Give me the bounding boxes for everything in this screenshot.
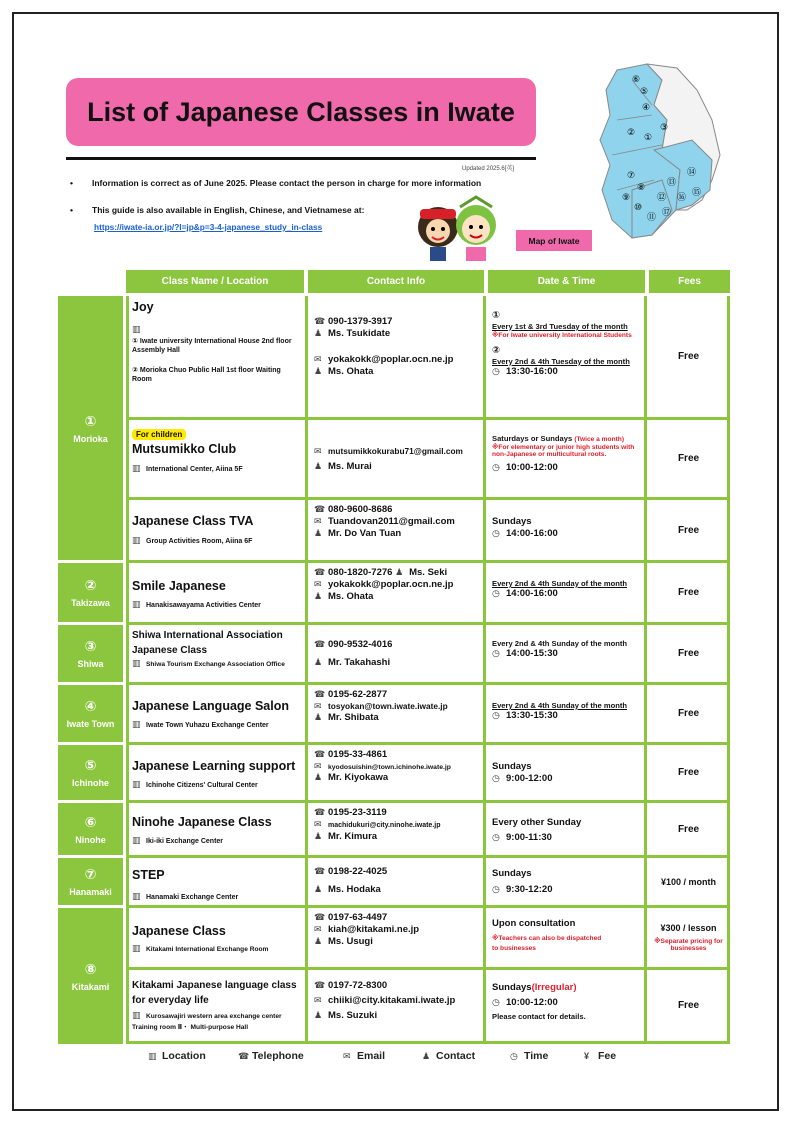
info-line-1: • Information is correct as of June 2025. Please contact the person in charge for more information — [70, 178, 482, 188]
table-row — [126, 745, 730, 803]
email: mutsumikkokurabu71@gmail.com — [328, 446, 463, 456]
class-name: Shiwa International Association Japanese Class — [132, 630, 283, 656]
location-1: ① Iwate university International House 2nd floor Assembly Hall — [132, 337, 292, 355]
map-region-label: ⑩ — [634, 203, 643, 213]
fee-cell — [647, 908, 730, 967]
table-row — [126, 625, 730, 685]
telephone-icon: ☎ — [314, 639, 326, 649]
contact-person: Ms. Suzuki — [328, 1009, 378, 1021]
location: Shiwa Tourism Exchange Association Office — [146, 661, 285, 668]
class-name: Japanese Language Salon — [132, 699, 289, 713]
map-region-label: ③ — [660, 123, 669, 133]
email-icon: ✉ — [314, 446, 322, 456]
building-icon: ▥ — [132, 323, 141, 334]
region-shiwa: ③ Shiwa — [58, 625, 123, 682]
table-row — [126, 970, 730, 1044]
legend-location: ▥ Location — [148, 1050, 206, 1062]
map-region-label: ⑥ — [632, 75, 641, 85]
clock-icon: ◷ — [492, 648, 500, 658]
email: yokakokk@poplar.ocn.ne.jp — [328, 578, 454, 590]
map-region-label: ② — [627, 128, 636, 138]
contact-person: Mr. Kiyokawa — [328, 772, 389, 784]
guide-link[interactable]: https://iwate-ia.or.jp/?l=jp&p=3-4-japanese_study_in-class — [94, 222, 323, 232]
clock-icon: ◷ — [492, 772, 500, 783]
location: Iwate Town Yuhazu Exchange Center — [146, 721, 269, 729]
telephone-icon: ☎ — [314, 749, 326, 759]
table-row — [126, 500, 730, 563]
telephone-icon: ☎ — [314, 689, 326, 699]
yen-icon: ¥ — [584, 1051, 590, 1061]
info-text-2: This guide is also available in English, Chinese, and Vietnamese at: — [92, 205, 365, 215]
map-region-label: ⑧ — [637, 183, 646, 193]
tel: 090-1379-3917 — [328, 316, 393, 327]
header-class: Class Name / Location — [126, 270, 304, 293]
contact-person: Mr. Shibata — [328, 712, 379, 724]
map-region-label: ④ — [642, 103, 651, 113]
tel: 0197-72-8300 — [328, 980, 388, 991]
time: 9:00-12:00 — [506, 772, 553, 784]
map-region-label: ⑫ — [657, 193, 667, 203]
fee: ¥100 / month — [660, 876, 716, 887]
class-name: Kitakami Japanese language class for everyday life — [132, 980, 297, 1006]
legend-time: ◷ Time — [510, 1050, 549, 1062]
email: kyodosuishin@town.ichinohe.iwate.jp — [328, 763, 451, 771]
region-ninohe: ⑥ Ninohe — [58, 803, 123, 855]
map-region-label: ⑬ — [667, 178, 677, 188]
date: Upon consultation — [492, 918, 576, 929]
building-icon: ▥ — [132, 658, 141, 668]
date: Saturdays or Sundays — [492, 434, 573, 443]
fee: Free — [677, 524, 700, 536]
telephone-icon: ☎ — [314, 980, 326, 990]
class-name: Japanese Learning support — [132, 759, 296, 773]
map-region-label: ⑰ — [662, 208, 672, 218]
location: Hanamaki Exchange Center — [146, 893, 239, 901]
tel: 0195-23-3119 — [328, 807, 387, 818]
table-row — [126, 296, 730, 420]
building-icon: ▥ — [132, 534, 141, 545]
contact-person: Ms. Murai — [328, 461, 372, 473]
telephone-icon: ☎ — [314, 807, 326, 817]
email-icon: ✉ — [314, 578, 322, 589]
map-region-label: ⑤ — [640, 87, 649, 97]
updated-label: Updated 2025.6[英] — [462, 166, 515, 172]
map-region-label: ① — [644, 133, 653, 143]
page-title: List of Japanese Classes in Iwate — [87, 96, 515, 127]
date: Sundays — [492, 516, 532, 527]
date-note-2: Please contact for details. — [492, 1011, 586, 1021]
clock-icon: ◷ — [492, 996, 500, 1007]
date: Every other Sunday — [492, 817, 582, 828]
fee-note: ※Separate pricing for businesses — [654, 938, 723, 952]
contact-icon: ♟ — [314, 1009, 323, 1020]
clock-icon: ◷ — [492, 365, 500, 376]
class-name: Japanese Class — [132, 924, 226, 938]
location: International Center, Aiina 5F — [146, 465, 243, 473]
region-hanamaki: ⑦ Hanamaki — [58, 858, 123, 905]
date: Every 2nd & 4th Sunday of the month — [492, 701, 628, 710]
time: 13:30-15:30 — [506, 710, 558, 721]
header-date: Date & Time — [488, 270, 645, 293]
header-fees: Fees — [649, 270, 730, 293]
table-row — [126, 858, 730, 908]
map-region-label: ⑮ — [692, 188, 702, 198]
date-note: ※Teachers can also be dispatched to businesses — [492, 934, 602, 952]
class-name: Joy — [132, 300, 154, 314]
contact-person: Ms. Ohata — [328, 365, 374, 377]
contact-icon: ♟ — [314, 327, 323, 338]
email-icon: ✉ — [314, 760, 322, 771]
contact-icon: ♟ — [314, 830, 323, 841]
time: 13:30-16:00 — [506, 365, 558, 377]
date-marker: ① — [492, 310, 501, 321]
email-icon: ✉ — [314, 923, 322, 934]
building-icon: ▥ — [132, 942, 141, 953]
table-row — [126, 563, 730, 625]
date: Sundays — [492, 868, 532, 879]
telephone-icon: ☎ — [314, 567, 326, 577]
date-2: Every 2nd & 4th Tuesday of the month — [492, 356, 630, 366]
clock-icon: ◷ — [492, 710, 500, 720]
time: 10:00-12:00 — [506, 462, 558, 473]
location: Kurosawajiri western area exchange center Training room Ⅱ・ Multi-purpose Hall — [132, 1013, 282, 1031]
email: machidukuri@city.ninohe.iwate.jp — [328, 821, 441, 829]
time: 14:00-16:00 — [506, 527, 558, 539]
telephone-icon: ☎ — [314, 504, 326, 514]
email-icon: ✉ — [343, 1051, 351, 1061]
telephone-icon: ☎ — [314, 912, 326, 922]
email-icon: ✉ — [314, 700, 322, 711]
clock-icon: ◷ — [492, 588, 500, 598]
date-note: (Twice a month) — [574, 436, 625, 443]
contact-icon: ♟ — [314, 656, 323, 667]
contact-person: Ms. Tsukidate — [328, 327, 391, 339]
fee: Free — [677, 351, 700, 362]
title-banner — [66, 78, 536, 146]
contact-icon: ♟ — [395, 567, 404, 577]
clock-icon: ◷ — [492, 527, 500, 538]
building-icon: ▥ — [148, 1051, 157, 1061]
for-children-badge: For children — [132, 429, 186, 440]
map-region-label: ⑪ — [647, 213, 657, 223]
mascot-illustration — [410, 195, 505, 265]
contact-icon: ♟ — [422, 1051, 431, 1061]
building-icon: ▥ — [132, 598, 141, 609]
date-marker: ② — [492, 344, 501, 356]
contact-person: Ms. Usugi — [328, 935, 373, 947]
location: Kitakami International Exchange Room — [146, 945, 269, 953]
map-region-label: ⑭ — [687, 168, 697, 178]
fee: ¥300 / lesson — [660, 923, 717, 933]
iwate-map — [592, 60, 727, 252]
map-of-iwate-button[interactable]: Map of Iwate — [516, 230, 592, 251]
time: 14:00-16:00 — [506, 588, 558, 599]
contact-person: Ms. Ohata — [328, 590, 374, 602]
contact-icon: ♟ — [314, 590, 323, 601]
telephone-icon: ☎ — [314, 316, 326, 326]
email-icon: ✉ — [314, 353, 322, 364]
contact-person: Mr. Takahashi — [328, 656, 391, 668]
building-icon: ▥ — [132, 834, 141, 845]
region-iwate-town: ④ Iwate Town — [58, 685, 123, 742]
telephone-icon: ☎ — [238, 1051, 250, 1061]
region-takizawa: ② Takizawa — [58, 563, 123, 622]
legend-email: ✉ Email — [343, 1050, 386, 1062]
contact-person: Mr. Kimura — [328, 830, 378, 842]
map-region-label: ⑦ — [627, 171, 636, 181]
clock-icon: ◷ — [492, 462, 500, 472]
date: Sundays — [492, 982, 532, 993]
date: Sundays — [492, 761, 532, 772]
email-icon: ✉ — [314, 818, 322, 829]
time: 10:00-12:00 — [506, 996, 558, 1008]
region-ichinohe: ⑤ Ichinohe — [58, 745, 123, 800]
clock-icon: ◷ — [492, 831, 500, 842]
date: Every 2nd & 4th Sunday of the month — [492, 579, 628, 588]
tel: 0197-63-4497 — [328, 912, 388, 923]
class-name: Smile Japanese — [132, 579, 226, 593]
tel: 080-9600-8686 — [328, 504, 393, 515]
building-icon: ▥ — [132, 890, 141, 901]
building-icon: ▥ — [132, 778, 141, 789]
tel: 0195-33-4861 — [328, 749, 388, 760]
legend-contact: ♟ Contact — [422, 1050, 476, 1062]
email: chiiki@city.kitakami.iwate.jp — [328, 994, 456, 1006]
info-line-2: • This guide is also available in English, Chinese, and Vietnamese at: — [70, 205, 365, 215]
location: Hanakisawayama Activities Center — [146, 601, 261, 609]
class-name: Mutsumikko Club — [132, 442, 237, 456]
region-kitakami: ⑧ Kitakami — [58, 908, 123, 1044]
contact-person: Ms. Hodaka — [328, 883, 381, 895]
contact-icon: ♟ — [314, 527, 323, 538]
fee: Free — [677, 823, 700, 835]
email: yokakokk@poplar.ocn.ne.jp — [328, 353, 454, 365]
fee: Free — [677, 708, 700, 719]
tel: 080-1820-7276 — [328, 567, 393, 578]
email: Tuandovan2011@gmail.com — [328, 515, 455, 527]
fee: Free — [677, 648, 700, 659]
legend-fee: ¥ Fee — [584, 1050, 617, 1062]
contact-person: Ms. Seki — [409, 567, 448, 578]
fee: Free — [677, 767, 700, 778]
contact-icon: ♟ — [314, 772, 323, 783]
location: Ichinohe Citizens' Cultural Center — [146, 781, 258, 789]
date-note: ※For elementary or junior high students with non-Japanese or multicultural roots. — [492, 444, 635, 458]
info-text-1: Information is correct as of June 2025. Please contact the person in charge for more information — [92, 178, 482, 188]
time: 9:00-11:30 — [506, 831, 552, 843]
legend-telephone: ☎ Telephone — [238, 1050, 304, 1062]
clock-icon: ◷ — [510, 1051, 518, 1061]
class-name: Ninohe Japanese Class — [132, 815, 272, 829]
table-row — [126, 685, 730, 745]
tel: 0198-22-4025 — [328, 866, 388, 877]
class-name: STEP — [132, 868, 165, 882]
table-row — [126, 908, 730, 970]
email-icon: ✉ — [314, 515, 322, 526]
time: 9:30-12:20 — [506, 883, 553, 895]
map-region-label: ⑯ — [677, 193, 687, 203]
header-contact: Contact Info — [308, 270, 484, 293]
location: Group Activities Room, Aiina 6F — [146, 537, 253, 545]
contact-icon: ♟ — [314, 935, 323, 946]
tel: 090-9532-4016 — [328, 639, 393, 650]
email: kiah@kitakami.ne.jp — [328, 923, 420, 935]
map-region-label: ⑨ — [622, 193, 631, 203]
fee: Free — [677, 453, 700, 464]
clock-icon: ◷ — [492, 883, 500, 894]
fee: Free — [677, 1000, 700, 1011]
email: tosyokan@town.iwate.iwate.jp — [328, 700, 448, 711]
date: Every 2nd & 4th Sunday of the month — [492, 639, 628, 648]
building-icon: ▥ — [132, 462, 141, 473]
fee: Free — [677, 587, 700, 598]
building-icon: ▥ — [132, 718, 141, 729]
table-row — [126, 420, 730, 500]
telephone-icon: ☎ — [314, 866, 326, 876]
contact-icon: ♟ — [314, 365, 323, 376]
date-note: (Irregular) — [531, 982, 577, 993]
region-morioka: ① Morioka — [58, 296, 123, 560]
location-2: ② Morioka Chuo Public Hall 1st floor Waiting Room — [132, 366, 281, 383]
table-row — [126, 803, 730, 858]
date-note: ※For Iwate university International Students — [492, 331, 632, 339]
contact-icon: ♟ — [314, 883, 323, 894]
building-icon: ▥ — [132, 1010, 141, 1020]
date-1: Every 1st & 3rd Tuesday of the month — [492, 321, 628, 331]
tel: 0195-62-2877 — [328, 689, 388, 700]
class-name: Japanese Class TVA — [132, 514, 254, 528]
email-icon: ✉ — [314, 994, 322, 1005]
contact-person: Mr. Do Van Tuan — [328, 527, 402, 539]
contact-icon: ♟ — [314, 712, 323, 723]
time: 14:00-15:30 — [506, 648, 558, 659]
location: Iki-iki Exchange Center — [146, 837, 224, 845]
title-rule — [66, 157, 536, 160]
contact-icon: ♟ — [314, 461, 323, 472]
